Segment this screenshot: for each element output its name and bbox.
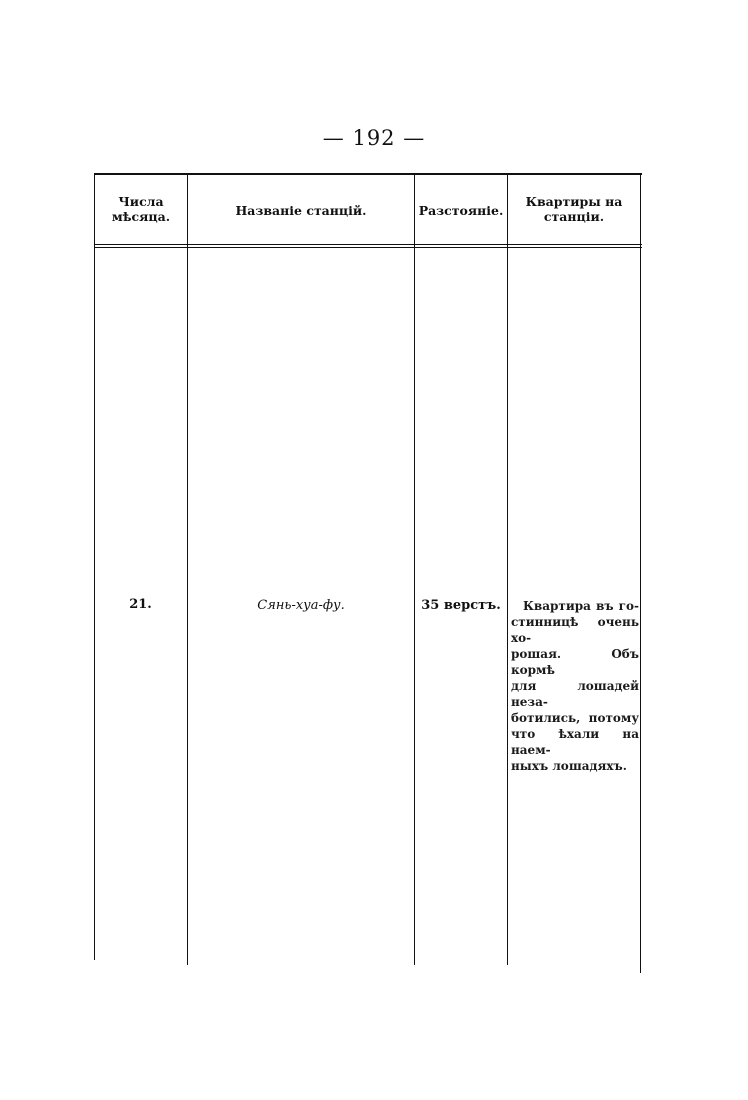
column-divider-left [94, 173, 95, 960]
note-line: ботились, потому [511, 711, 639, 725]
column-divider-1 [187, 173, 188, 965]
note-line: рошая. Объ кормѣ [511, 647, 639, 677]
row-distance: 35 верстъ. [421, 598, 501, 613]
note-line: для лошадей неза- [511, 679, 639, 709]
row-date: 21. [129, 597, 152, 612]
note-line: ныхъ лошадяхъ. [511, 759, 627, 773]
header-bottom-rule-2 [94, 247, 642, 248]
note-line: стинницѣ очень хо- [511, 615, 639, 645]
header-bottom-rule [94, 244, 642, 245]
header-station: Названіе станцій. [235, 203, 367, 218]
row-station: Сянь-хуа-фу. [257, 598, 345, 613]
column-divider-3 [507, 173, 508, 965]
header-date: Числа мѣсяца. [111, 194, 171, 224]
header-quarters: Квартиры на станціи. [525, 194, 623, 224]
page-number: — 192 — [322, 126, 426, 150]
note-line: что ѣхали на наем- [511, 727, 639, 757]
table-top-border [94, 173, 642, 175]
column-divider-right [640, 173, 641, 973]
column-divider-2 [414, 173, 415, 965]
header-distance: Разстояніе. [418, 203, 504, 218]
note-line: Квартира въ го- [523, 599, 639, 613]
row-quarters-note [511, 598, 639, 774]
